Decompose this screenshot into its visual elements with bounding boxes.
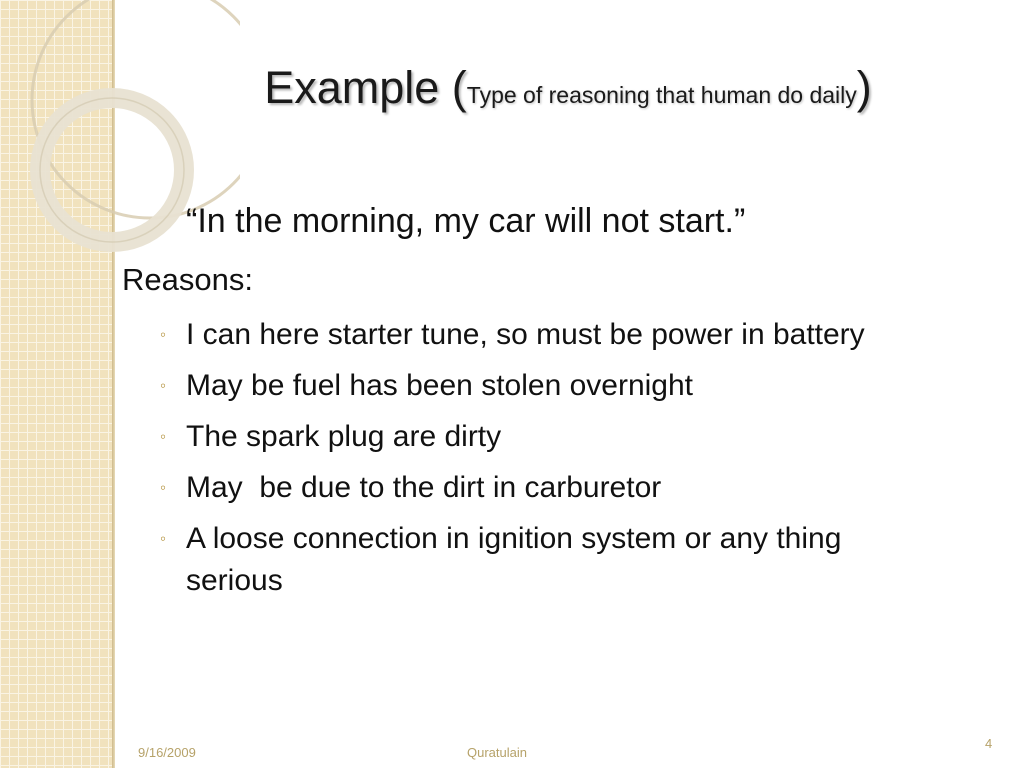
reasons-label: Reasons: xyxy=(122,262,253,297)
reason-text: May be fuel has been stolen overnight xyxy=(186,369,693,402)
reasons-list xyxy=(160,314,920,611)
footer-author: Quratulain xyxy=(467,745,527,760)
reason-item xyxy=(160,518,920,602)
page-number: 4 xyxy=(985,736,993,751)
reason-item xyxy=(160,416,920,458)
bullet-circle-icon: ◦ xyxy=(160,478,167,497)
bullet-circle-icon: ◦ xyxy=(160,376,167,395)
bullet-circle-icon: ◦ xyxy=(160,427,167,446)
slide-title xyxy=(0,62,1024,114)
title-subtitle: Type of reasoning that human do daily xyxy=(466,82,857,108)
reason-text: A loose connection in ignition system or any thing serious xyxy=(186,522,850,597)
reason-text: I can here starter tune, so must be power in battery xyxy=(186,318,865,351)
bullet-circle-icon: ◦ xyxy=(160,529,167,548)
reason-text: The spark plug are dirty xyxy=(186,420,502,453)
quote-text: “In the morning, my car will not start.” xyxy=(186,202,746,240)
reason-item xyxy=(160,365,920,407)
title-main: Example ( xyxy=(264,62,467,113)
bullet-circle-icon: ◦ xyxy=(160,325,167,344)
title-close: ) xyxy=(856,62,872,113)
reason-text: May be due to the dirt in carburetor xyxy=(186,471,662,504)
reason-item xyxy=(160,314,920,356)
reason-item xyxy=(160,467,920,509)
footer-date: 9/16/2009 xyxy=(138,745,196,760)
